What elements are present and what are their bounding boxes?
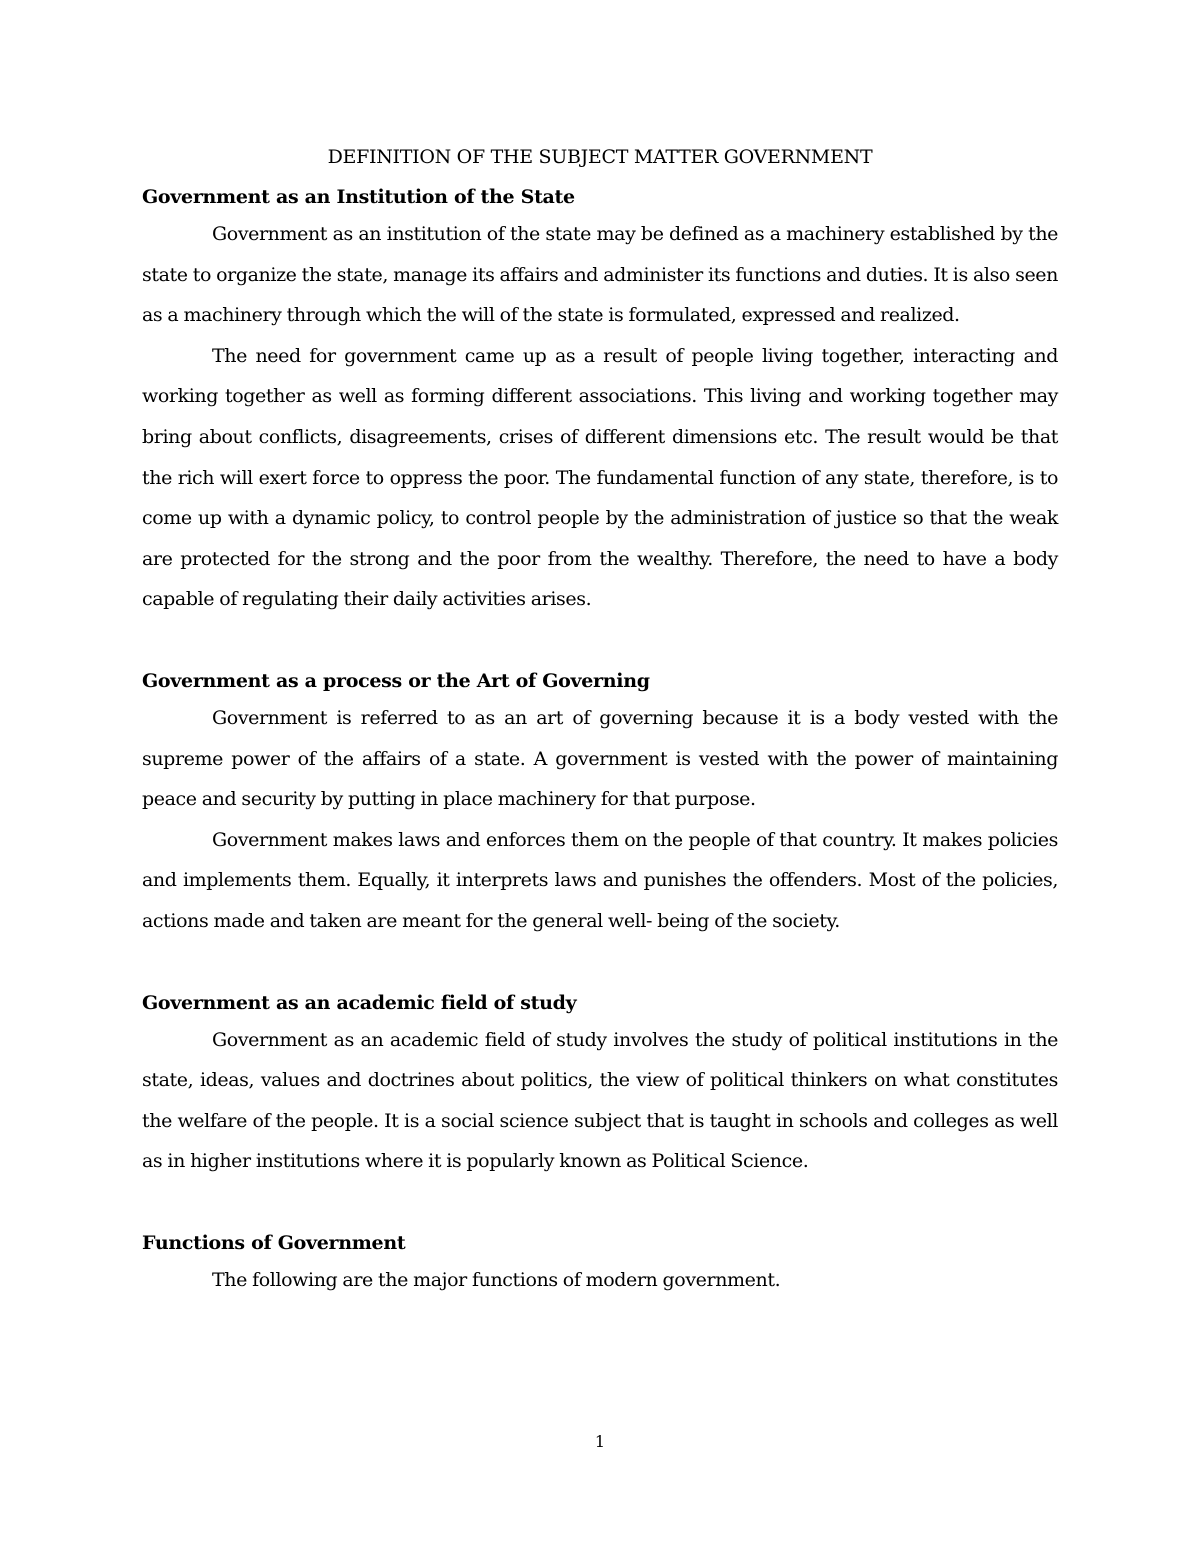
section-functions (142, 1226, 1058, 1301)
paragraph: Government as an academic field of study involves the study of political institutions in the state, ideas, values and doctrines about politics, the view of political thinkers on what constitutes the welfare of the people. It is a social science subject that is taught in schools and colleges as well as in higher institutions where it is popularly known as Political Science. (142, 1028, 1058, 1173)
page-number: 1 (594, 1432, 606, 1451)
paragraph: Government makes laws and enforces them on the people of that country. It makes policies and implements them. Equally, it interprets laws and punishes the offenders. Most of the policies, actions made and taken are meant for the general well- being of the society. (142, 828, 1058, 932)
paragraph: The following are the major functions of modern government. (212, 1268, 781, 1291)
section-institution (142, 180, 1058, 620)
paragraph: The need for government came up as a result of people living together, interacting and working together as well as forming different associations. This living and working together may bring about conflicts, disagreements, crises of different dimensions etc. The result would be that the rich will exert force to oppress the poor. The fundamental function of any state, therefore, is to come up with a dynamic policy, to control people by the administration of justice so that the weak are protected for the strong and the poor from the wealthy. Therefore, the need to have a body capable of regulating their daily activities arises. (142, 344, 1058, 611)
section-heading: Government as a process or the Art of Governing (142, 669, 650, 692)
section-heading: Government as an Institution of the State (142, 186, 575, 208)
document-title: DEFINITION OF THE SUBJECT MATTER GOVERNMENT (327, 146, 873, 168)
document-page (142, 140, 1058, 1300)
section-academic-field (142, 986, 1058, 1182)
section-art-of-governing (142, 664, 1058, 942)
section-heading: Functions of Government (142, 1231, 406, 1254)
paragraph: Government is referred to as an art of governing because it is a body vested with the supreme power of the affairs of a state. A government is vested with the power of maintaining peace and security by putting in place machinery for that purpose. (142, 706, 1058, 811)
paragraph: Government as an institution of the state may be defined as a machinery established by the state to organize the state, manage its affairs and administer its functions and duties. It is also seen as a machinery through which the will of the state is formulated, expressed and realized. (142, 223, 1058, 327)
section-heading: Government as an academic field of study (142, 991, 577, 1014)
